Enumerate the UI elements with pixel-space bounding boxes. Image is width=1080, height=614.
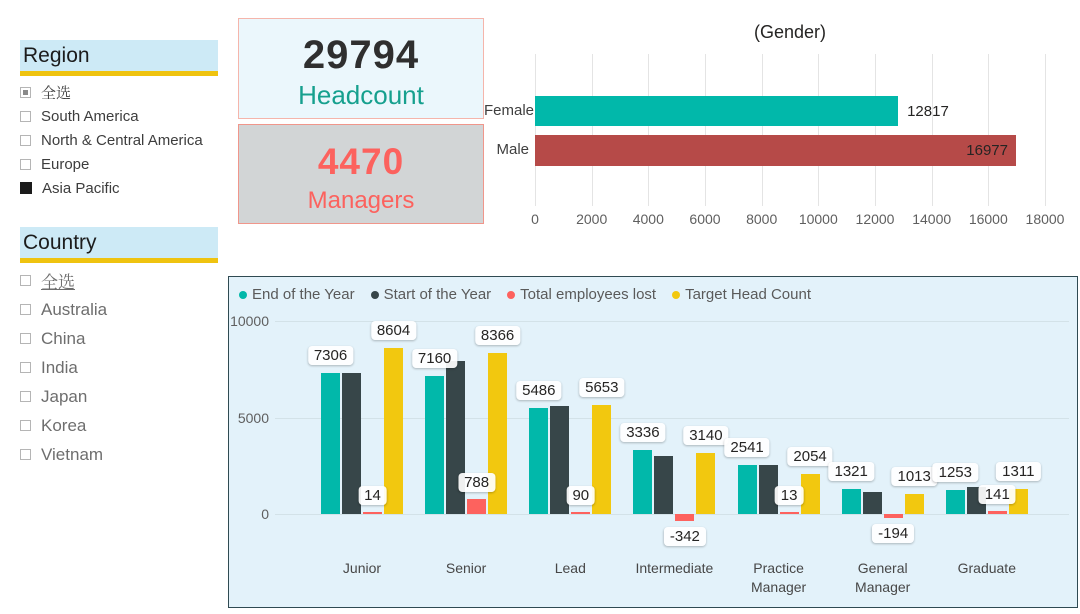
country-slicer-underline xyxy=(20,258,218,263)
gender-value-label: 16977 xyxy=(966,142,1008,159)
data-label-target: 1013 xyxy=(892,467,937,486)
slicer-item-korea[interactable] xyxy=(20,411,225,440)
bar-total-employees-lost-lead[interactable] xyxy=(571,512,590,514)
country-slicer-title: Country xyxy=(20,227,218,258)
legend-label: End of the Year xyxy=(252,286,355,303)
category-label-intermediate: Intermediate xyxy=(635,560,714,576)
checkbox-empty-icon[interactable] xyxy=(20,159,31,170)
gender-gridline xyxy=(1045,54,1046,206)
slicer-item-india[interactable] xyxy=(20,353,225,382)
data-label-end-of-year: 7160 xyxy=(412,349,457,368)
data-label-end-of-year: 2541 xyxy=(724,438,769,457)
gender-gridline xyxy=(988,54,989,206)
gender-axis-tick: 18000 xyxy=(1025,211,1065,227)
bar-end-of-the-year-junior[interactable] xyxy=(321,373,340,514)
gender-bar-female[interactable] xyxy=(535,96,898,126)
slicer-item-label[interactable]: Australia xyxy=(41,299,108,319)
legend-dot-icon xyxy=(239,291,247,299)
slicer-item-vietnam[interactable] xyxy=(20,440,225,469)
managers-label: Managers xyxy=(307,187,415,214)
gender-axis-tick: 4000 xyxy=(632,211,664,227)
legend-label: Target Head Count xyxy=(685,286,811,303)
slicer-item-label[interactable]: Korea xyxy=(41,415,87,435)
slicer-item-label[interactable]: South America xyxy=(41,107,139,125)
checkbox-empty-icon[interactable] xyxy=(20,362,31,373)
headcount-label: Headcount xyxy=(298,80,424,110)
legend-dot-icon xyxy=(507,291,515,299)
gender-axis-tick: 8000 xyxy=(746,211,778,227)
legend-item-end-of-the-year[interactable] xyxy=(239,286,355,303)
bar-end-of-the-year-general-manager[interactable] xyxy=(842,489,861,515)
bar-end-of-the-year-lead[interactable] xyxy=(529,408,548,514)
bar-target-head-count-general-manager[interactable] xyxy=(905,494,924,514)
data-label-lost: 13 xyxy=(775,486,804,505)
checkbox-empty-icon[interactable] xyxy=(20,304,31,315)
data-label-target: 2054 xyxy=(787,447,832,466)
headcount-value: 29794 xyxy=(302,33,420,77)
gender-chart-title: (Gender) xyxy=(753,22,827,42)
managers-card[interactable] xyxy=(238,124,484,224)
slicer-item-label[interactable]: 全选 xyxy=(41,273,75,292)
region-slicer-title: Region xyxy=(20,40,218,71)
slicer-item-north-central-america[interactable] xyxy=(20,128,225,152)
data-label-lost: 90 xyxy=(566,486,595,505)
bar-end-of-the-year-graduate[interactable] xyxy=(946,490,965,514)
gender-gridline xyxy=(932,54,933,206)
gender-gridline xyxy=(762,54,763,206)
data-label-target: 3140 xyxy=(683,426,728,445)
checkbox-checked-icon[interactable] xyxy=(20,182,32,194)
bar-target-head-count-lead[interactable] xyxy=(592,405,611,514)
checkbox-empty-icon[interactable] xyxy=(20,420,31,431)
data-label-lost: -194 xyxy=(872,524,914,543)
checkbox-empty-icon[interactable] xyxy=(20,135,31,146)
data-label-lost: 788 xyxy=(458,473,495,492)
checkbox-empty-icon[interactable] xyxy=(20,391,31,402)
country-slicer-items xyxy=(20,266,225,469)
slicer-item-select-all[interactable] xyxy=(20,266,225,295)
region-slicer-items xyxy=(20,80,225,200)
checkbox-partial-icon[interactable] xyxy=(20,87,31,98)
data-label-end-of-year: 5486 xyxy=(516,381,561,400)
slicer-item-asia-pacific[interactable] xyxy=(20,176,225,200)
gender-axis-tick: 16000 xyxy=(968,211,1008,227)
gender-axis-tick: 10000 xyxy=(798,211,838,227)
bar-end-of-the-year-intermediate[interactable] xyxy=(633,450,652,514)
gender-category-label: Female xyxy=(484,102,535,119)
legend-dot-icon xyxy=(371,291,379,299)
chart-legend xyxy=(239,286,811,303)
gender-category-label: Male xyxy=(496,141,529,158)
gender-gridline xyxy=(592,54,593,206)
slicer-item-japan[interactable] xyxy=(20,382,225,411)
bar-total-employees-lost-senior[interactable] xyxy=(467,499,486,514)
slicer-item-label[interactable]: Vietnam xyxy=(41,444,104,464)
headcount-by-level-chart xyxy=(228,276,1078,608)
bar-total-employees-lost-graduate[interactable] xyxy=(988,511,1007,514)
bar-target-head-count-intermediate[interactable] xyxy=(696,453,715,514)
legend-label: Start of the Year xyxy=(383,286,492,303)
legend-label: Total employees lost xyxy=(520,286,657,303)
slicer-item-label[interactable]: 全选 xyxy=(41,84,72,102)
legend-item-total-employees-lost[interactable] xyxy=(507,286,656,303)
data-label-lost: 14 xyxy=(358,486,387,505)
checkbox-empty-icon[interactable] xyxy=(20,449,31,460)
category-label-general-manager: General Manager xyxy=(855,560,911,595)
category-label-junior: Junior xyxy=(342,560,382,576)
data-label-end-of-year: 1253 xyxy=(933,463,978,482)
slicer-item-china[interactable] xyxy=(20,324,225,353)
category-label-senior: Senior xyxy=(445,560,487,576)
bar-start-of-the-year-intermediate[interactable] xyxy=(654,456,673,514)
gender-gridline xyxy=(535,54,536,206)
slicer-item-label[interactable]: Japan xyxy=(41,386,88,406)
data-label-end-of-year: 3336 xyxy=(620,423,665,442)
slicer-item-australia[interactable] xyxy=(20,295,225,324)
bar-total-employees-lost-junior[interactable] xyxy=(363,512,382,514)
headcount-card[interactable] xyxy=(238,18,484,119)
bar-end-of-the-year-practice-manager[interactable] xyxy=(738,465,757,514)
slicer-item-label[interactable]: Europe xyxy=(41,155,90,173)
y-axis-tick: 5000 xyxy=(237,409,269,426)
bar-target-head-count-junior[interactable] xyxy=(384,348,403,514)
gender-axis-tick: 0 xyxy=(531,211,539,227)
bar-start-of-the-year-general-manager[interactable] xyxy=(863,492,882,514)
bar-end-of-the-year-senior[interactable] xyxy=(425,376,444,514)
gender-chart xyxy=(484,10,1080,235)
bar-target-head-count-practice-manager[interactable] xyxy=(801,474,820,514)
gender-axis-tick: 6000 xyxy=(689,211,721,227)
legend-item-target-head-count[interactable] xyxy=(672,286,811,303)
gender-axis-tick: 14000 xyxy=(912,211,952,227)
checkbox-empty-icon[interactable] xyxy=(20,333,31,344)
region-slicer-underline xyxy=(20,71,218,76)
data-label-target: 1311 xyxy=(996,462,1040,481)
category-label-practice-manager: Practice Manager xyxy=(750,560,807,595)
gender-value-label: 12817 xyxy=(907,103,949,120)
slicer-item-europe[interactable] xyxy=(20,152,225,176)
checkbox-empty-icon[interactable] xyxy=(20,111,31,122)
bar-total-employees-lost-general-manager[interactable] xyxy=(884,514,903,518)
slicer-item-label[interactable]: North & Central America xyxy=(41,131,203,149)
category-label-lead: Lead xyxy=(554,560,586,576)
category-label-graduate: Graduate xyxy=(957,560,1016,576)
legend-item-start-of-the-year[interactable] xyxy=(371,286,492,303)
slicer-item-label[interactable]: China xyxy=(41,328,86,348)
data-label-end-of-year: 7306 xyxy=(308,346,353,365)
legend-dot-icon xyxy=(672,291,680,299)
checkbox-empty-icon[interactable] xyxy=(20,275,31,286)
bar-total-employees-lost-practice-manager[interactable] xyxy=(780,512,799,514)
gender-gridline xyxy=(818,54,819,206)
gender-axis-tick: 2000 xyxy=(576,211,608,227)
data-label-end-of-year: 1321 xyxy=(829,462,874,481)
slicer-item-label[interactable]: Asia Pacific xyxy=(42,179,120,197)
managers-value: 4470 xyxy=(317,141,405,182)
slicer-item-south-america[interactable] xyxy=(20,104,225,128)
y-axis-tick: 10000 xyxy=(230,313,269,329)
gender-axis-tick: 12000 xyxy=(855,211,895,227)
gender-gridline xyxy=(648,54,649,206)
data-label-target: 8604 xyxy=(371,321,416,340)
data-label-lost: 141 xyxy=(979,485,1016,504)
y-axis-tick: 0 xyxy=(261,506,269,522)
data-label-target: 5653 xyxy=(579,378,624,397)
y-gridline xyxy=(275,514,1069,515)
gender-gridline xyxy=(705,54,706,206)
data-label-lost: -342 xyxy=(664,527,706,546)
gender-gridline xyxy=(875,54,876,206)
data-label-target: 8366 xyxy=(475,326,520,345)
bar-total-employees-lost-intermediate[interactable] xyxy=(675,514,694,521)
slicer-item-select-all[interactable] xyxy=(20,80,225,104)
slicer-item-label[interactable]: India xyxy=(41,357,78,377)
